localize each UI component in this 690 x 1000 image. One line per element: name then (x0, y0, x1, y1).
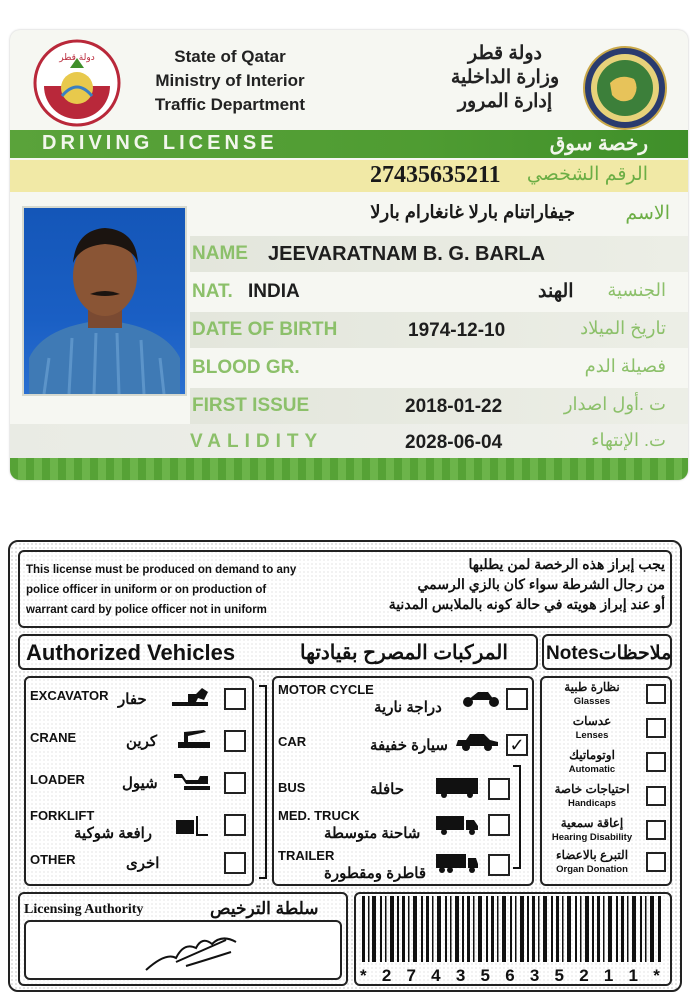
note-label-ar: عدسات (572, 714, 612, 728)
personal-number-band (10, 160, 688, 192)
header-arabic (430, 42, 580, 114)
name-row (190, 236, 688, 272)
note-organ-donation (540, 848, 670, 882)
note-hearing-disability (540, 816, 670, 850)
notice-line: This license must be produced on demand to any (26, 564, 297, 576)
notice-line-ar: يجب إبراز هذه الرخصة لمن يطلبها (468, 556, 665, 572)
vehicle-label: LOADER (30, 772, 85, 787)
header-ministry: Ministry of Interior (155, 71, 305, 90)
name-label-ar: الاسم (625, 203, 670, 224)
vehicle-label: CAR (278, 734, 307, 749)
header-department-ar: إدارة المرور (457, 91, 553, 112)
notice-line: police officer in uniform or on production of (26, 584, 267, 596)
bus-icon (434, 776, 480, 798)
validity-label: VALIDITY (190, 431, 324, 452)
header-state: State of Qatar (174, 47, 286, 66)
vehicle-checkbox[interactable] (224, 730, 246, 752)
vehicle-label-ar: شيول (122, 775, 158, 792)
vehicle-label: BUS (278, 780, 306, 795)
license-back-card (8, 540, 682, 992)
barcode-char: 1 (603, 966, 614, 985)
notice-line-ar: من رجال الشرطة سواء كان بالزي الرسمي (417, 576, 665, 592)
nationality-row (190, 274, 688, 310)
nationality-label: NAT. (192, 281, 233, 302)
barcode-char: * (360, 966, 367, 985)
signature-icon (26, 922, 340, 978)
vehicle-checkbox-checked[interactable]: ✓ (506, 734, 528, 756)
validity-row (10, 424, 688, 460)
bracket-icon (256, 682, 270, 882)
note-checkbox[interactable] (646, 820, 666, 840)
excavator-icon (168, 686, 214, 708)
barcode-char: 3 (455, 966, 466, 985)
crane-icon (174, 728, 220, 750)
notice-arabic (340, 554, 665, 614)
licensing-authority-label: Licensing Authority (24, 902, 144, 917)
note-checkbox[interactable] (646, 718, 666, 738)
vehicle-checkbox[interactable] (506, 688, 528, 710)
vehicle-label-ar: رافعة شوكية (74, 825, 153, 842)
nationality-label-ar: الجنسية (607, 280, 666, 300)
license-front-card (10, 30, 688, 480)
truck-icon (434, 814, 480, 836)
nationality-value: INDIA (248, 281, 300, 302)
notice-line-ar: أو عند إبراز هويته في حالة كونه بالملابس المدنية (388, 596, 665, 612)
header-department: Traffic Department (154, 95, 306, 114)
car-icon (454, 730, 500, 752)
barcode-char: 5 (480, 966, 490, 985)
personal-number-label-ar: الرقم الشخصي (526, 164, 648, 185)
forklift-icon (172, 814, 218, 836)
motorcycle-icon (458, 686, 504, 708)
blood-group-label: BLOOD GR. (192, 357, 300, 378)
authorized-vehicles-title: Authorized Vehicles (26, 640, 236, 665)
note-checkbox[interactable] (646, 852, 666, 872)
barcode-char: * (653, 966, 660, 985)
dob-value: 1974-12-10 (408, 320, 506, 341)
barcode-char: 6 (505, 966, 515, 985)
barcode-char: 1 (628, 966, 639, 985)
note-label: Lenses (575, 730, 609, 741)
vehicle-other (26, 848, 252, 886)
vehicle-label-ar: دراجة نارية (374, 699, 442, 716)
vehicle-crane (26, 726, 252, 764)
vehicle-car (274, 726, 532, 764)
validity-value: 2028-06-04 (405, 432, 503, 453)
note-label: Organ Donation (556, 864, 628, 875)
vehicle-label: CRANE (30, 730, 77, 745)
barcode-graphic (360, 896, 666, 962)
note-automatic (540, 748, 670, 782)
note-label-ar: إعاقة سمعية (560, 816, 624, 830)
trailer-icon (434, 852, 480, 874)
barcode-char: 3 (529, 966, 540, 985)
note-lenses (540, 714, 670, 748)
licensing-authority-label-ar: سلطة الترخيص (210, 899, 319, 918)
vehicle-excavator (26, 684, 252, 722)
note-checkbox[interactable] (646, 752, 666, 772)
note-label-ar: احتياجات خاصة (554, 782, 630, 796)
note-label: Glasses (573, 696, 611, 707)
note-label: Automatic (568, 764, 616, 775)
signature-area (24, 920, 342, 980)
vehicle-checkbox[interactable] (488, 778, 510, 800)
barcode-number (360, 966, 660, 986)
decorative-bottom-strip (10, 458, 688, 480)
note-checkbox[interactable] (646, 684, 666, 704)
vehicle-checkbox[interactable] (224, 852, 246, 874)
emblem-left-text: دولة قطر (59, 53, 95, 63)
gcc-emblem-icon (582, 45, 668, 131)
dob-label-ar: تاريخ الميلاد (580, 318, 666, 338)
vehicle-loader (26, 768, 252, 806)
barcode-char: 4 (431, 966, 441, 985)
barcode-char: 7 (406, 966, 416, 985)
vehicle-forklift (26, 808, 252, 846)
vehicle-label-ar: شاحنة متوسطة (324, 825, 421, 842)
notes-label-ar: ملاحظات (598, 643, 672, 664)
vehicle-label: FORKLIFT (30, 808, 95, 823)
blood-group-label-ar: فصيلة الدم (584, 356, 666, 376)
notice-line: warrant card by police officer not in uniform (26, 604, 267, 616)
notice-english (26, 560, 356, 620)
notes-label: Notes (546, 643, 599, 664)
holder-photo (22, 206, 187, 396)
barcode-char: 2 (579, 966, 589, 985)
vehicle-checkbox[interactable] (488, 854, 510, 876)
vehicle-label: TRAILER (278, 848, 335, 863)
vehicle-label-ar: قاطرة ومقطورة (324, 865, 427, 882)
note-label: Hearing Disability (551, 832, 633, 843)
vehicle-label-ar: حافلة (370, 781, 405, 798)
vehicle-label: MED. TRUCK (278, 808, 360, 823)
first-issue-label: FIRST ISSUE (192, 395, 310, 416)
vehicle-motorcycle (274, 682, 532, 720)
note-label-ar: اوتوماتيك (569, 748, 615, 762)
barcode-char: 5 (554, 966, 564, 985)
first-issue-value: 2018-01-22 (405, 396, 503, 417)
header-ministry-ar: وزارة الداخلية (450, 67, 560, 88)
note-handicaps (540, 782, 670, 816)
nationality-value-ar: الهند (538, 281, 574, 302)
note-checkbox[interactable] (646, 786, 666, 806)
loader-icon (172, 770, 218, 792)
blood-group-row (190, 350, 688, 386)
vehicle-checkbox[interactable] (224, 688, 246, 710)
vehicle-label: EXCAVATOR (30, 688, 109, 703)
header-state-ar: دولة قطر (467, 43, 543, 64)
license-title-ar: رخصة سوق (549, 133, 648, 155)
note-label-ar: نظارة طبية (564, 680, 620, 694)
header-english (120, 45, 340, 117)
first-issue-label-ar: ت .أول اصدار (563, 394, 666, 414)
vehicle-medium-truck (274, 808, 532, 846)
vehicle-label-ar: حفار (118, 691, 147, 708)
vehicle-label-ar: كرين (126, 733, 158, 750)
vehicle-bus (274, 770, 532, 808)
vehicle-checkbox[interactable] (224, 772, 246, 794)
note-label: Handicaps (567, 798, 617, 809)
barcode-char: 2 (381, 966, 392, 985)
license-title: DRIVING LICENSE (42, 132, 278, 154)
vehicle-checkbox[interactable] (224, 814, 246, 836)
arabic-name-row (190, 198, 680, 232)
vehicle-label-ar: سيارة خفيفة (370, 737, 448, 754)
note-label-ar: التبرع بالاعضاء (555, 848, 629, 862)
name-value-ar: جيفاراتنام بارلا غانغارام بارلا (370, 202, 575, 222)
title-band (10, 130, 688, 158)
vehicle-label: MOTOR CYCLE (278, 682, 374, 697)
notes-title (546, 642, 671, 665)
first-issue-row (190, 388, 688, 424)
vehicle-label: OTHER (30, 852, 76, 867)
validity-label-ar: ت. الإنتهاء (591, 430, 666, 450)
authorized-vehicles-title-ar: المركبات المصرح بقيادتها (300, 642, 508, 664)
vehicle-label-ar: اخرى (126, 855, 160, 872)
vehicle-trailer (274, 848, 532, 886)
person-portrait-icon (24, 208, 185, 394)
name-value: JEEVARATNAM B. G. BARLA (268, 243, 546, 265)
note-glasses (540, 680, 670, 714)
name-label: NAME (192, 243, 248, 264)
vehicle-checkbox[interactable] (488, 814, 510, 836)
dob-row (190, 312, 688, 348)
dob-label: DATE OF BIRTH (192, 319, 338, 340)
personal-number: 27435635211 (370, 162, 501, 188)
qatar-emblem-icon (32, 38, 122, 128)
